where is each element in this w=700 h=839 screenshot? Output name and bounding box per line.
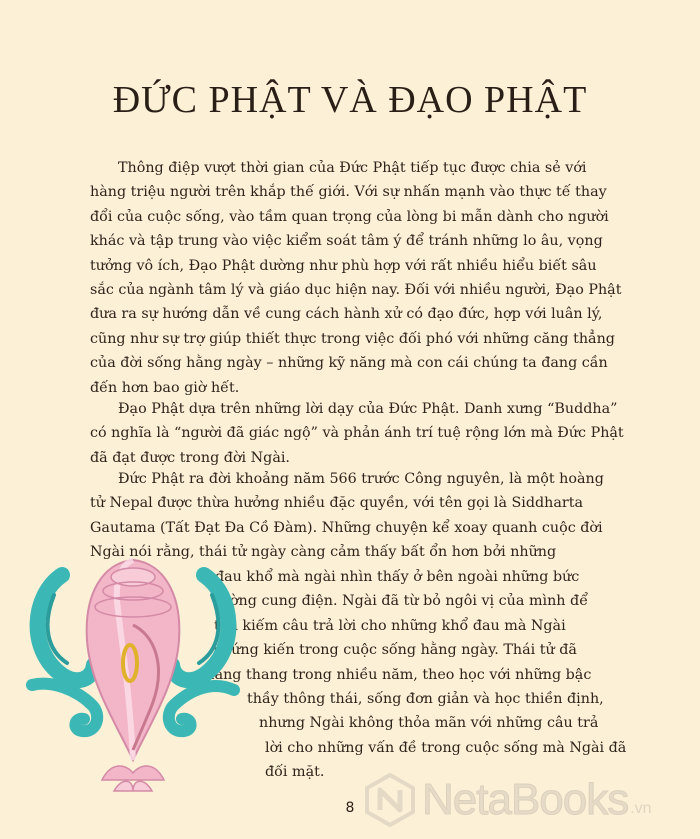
text-line: Đạo Phật dựa trên những lời dạy của Đức Phật. Danh xưng “Buddha” (118, 401, 618, 417)
page-number: 8 (345, 800, 355, 816)
text-line: đổi của cuộc sống, vào tầm quan trọng của lòng bi mẫn dành cho người (90, 208, 609, 225)
text-line: lang thang trong nhiều năm, theo học với những bậc (210, 667, 592, 683)
paragraph-1 (90, 156, 640, 400)
text-line: Gautama (Tất Đạt Đa Cồ Đàm). Những chuyện kể xoay quanh cuộc đời (90, 519, 603, 536)
text-line: thầy thông thái, sống đơn giản và học thiền định, (247, 691, 604, 707)
watermark (362, 768, 700, 832)
text-line: tử Nepal được thừa hưởng nhiều đặc quyền, với tên gọi là Siddharta (90, 495, 584, 512)
text-line: tưởng vô ích, Đạo Phật dường như phù hợp với rất nhiều hiểu biết sâu (90, 257, 597, 274)
watermark-suffix: .vn (630, 800, 652, 817)
text-line: Ngài nói rằng, thái tử ngày càng cảm thấy bất ổn hơn bởi những (90, 544, 557, 561)
paragraph-2 (90, 397, 640, 470)
chapter-title: ĐỨC PHẬT VÀ ĐẠO PHẬT (112, 79, 588, 121)
text-line: hàng triệu người trên khắp thế giới. Với sự nhấn mạnh vào thực tế thay (90, 184, 607, 201)
text-line: Thông điệp vượt thời gian của Đức Phật tiếp tục được chia sẻ với (118, 160, 587, 176)
text-line: đưa ra sự hướng dẫn về cung cách hành xử có đạo đức, hợp với luân lý, (90, 306, 603, 323)
text-line: có nghĩa là “người đã giác ngộ” và phản ánh trí tuệ rộng lớn mà Đức Phật (90, 425, 624, 442)
text-line: của đời sống hằng ngày – những kỹ năng mà con cái chúng ta đang cần (90, 355, 608, 372)
netabooks-logo-icon (362, 772, 418, 828)
watermark-brand: NetaBooks (422, 775, 629, 824)
text-line: đau khổ mà ngài nhìn thấy ở bên ngoài những bức (215, 569, 580, 585)
text-line: lời cho những vấn đề trong cuộc sống mà Ngài đã (265, 740, 627, 756)
paragraph-3 (90, 467, 640, 565)
text-line: cũng như sự trợ giúp thiết thực trong việc đối phó với những căng thẳng (90, 330, 615, 347)
text-line: khác và tập trung vào việc kiểm soát tâm ý để tránh những lo âu, vọng (90, 233, 603, 250)
text-line: nhưng Ngài không thỏa mãn với những câu trả (259, 715, 599, 731)
text-line: đến hơn bao giờ hết. (90, 379, 240, 396)
text-line: đối mặt. (265, 764, 325, 780)
conch-shell-illustration (22, 555, 244, 800)
text-line: tìm kiếm câu trả lời cho những khổ đau mà Ngài (214, 618, 566, 634)
text-line: Đức Phật ra đời khoảng năm 566 trước Công nguyên, là một hoàng (118, 471, 604, 487)
text-line: sắc của ngành tâm lý và giáo dục hiện nay. Đối với nhiều người, Đạo Phật (90, 282, 622, 299)
text-line: đã đạt được trong đời Ngài. (90, 449, 290, 466)
text-line: chứng kiến trong cuộc sống hằng ngày. Thái tử đã (214, 642, 577, 658)
text-line: tường cung điện. Ngài đã từ bỏ ngôi vị của mình để (215, 593, 588, 609)
